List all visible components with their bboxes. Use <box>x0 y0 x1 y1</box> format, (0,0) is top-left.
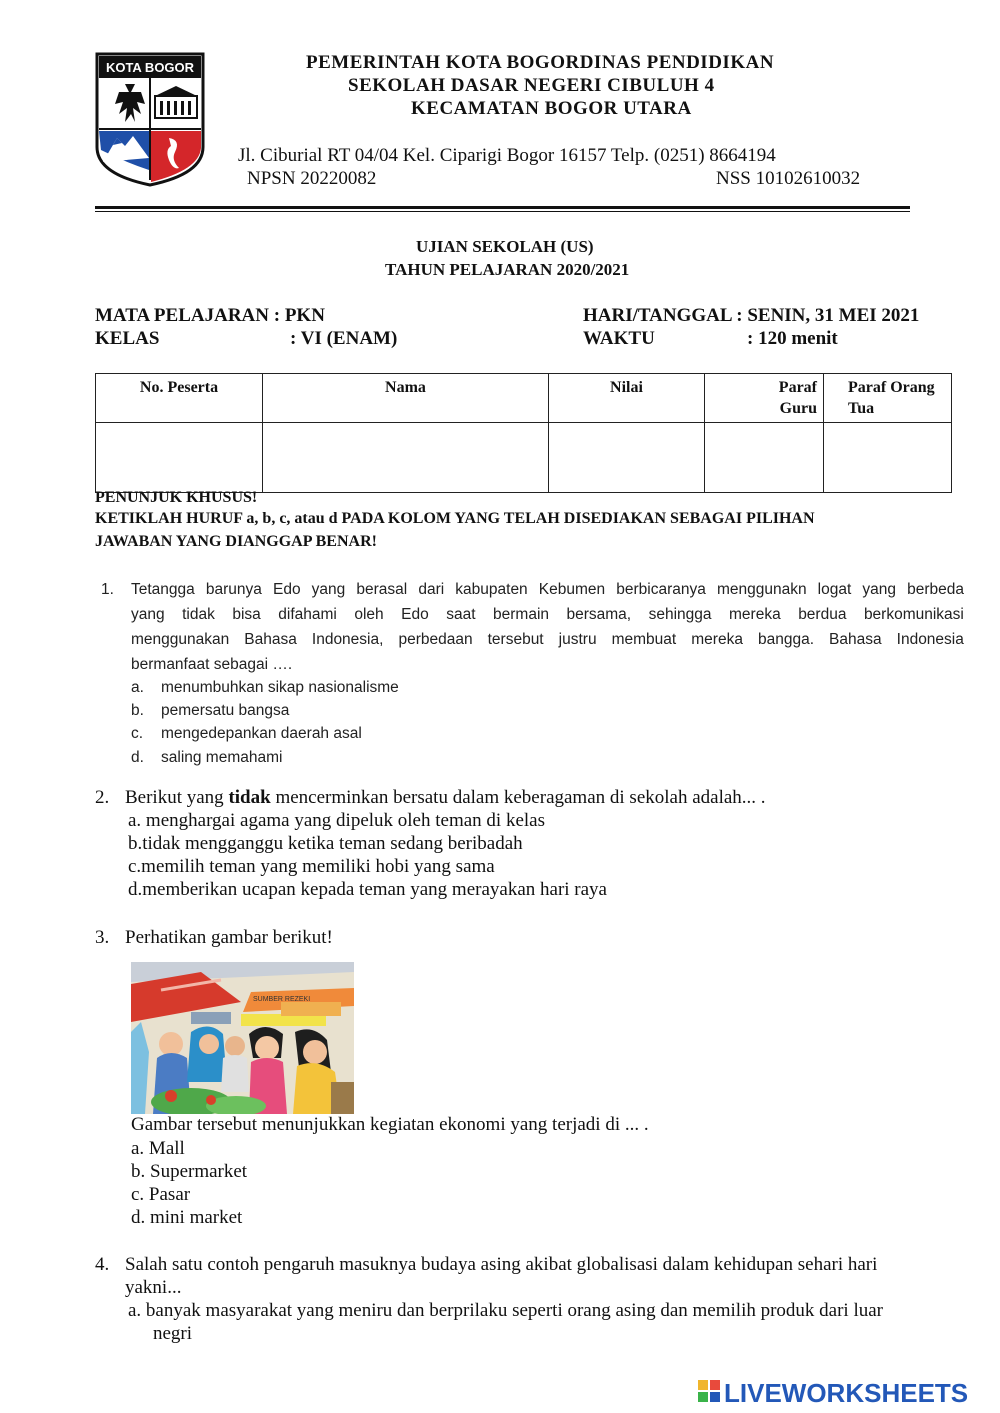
q3-option-b[interactable]: b. Supermarket <box>131 1161 248 1182</box>
exam-title: UJIAN SEKOLAH (US) <box>416 237 594 256</box>
q3-option-c[interactable]: c. Pasar <box>131 1184 191 1205</box>
liveworksheets-icon <box>698 1380 720 1402</box>
q4-number: 4. <box>95 1254 110 1275</box>
nss: NSS 10102610032 <box>716 168 861 189</box>
market-illustration <box>131 962 354 1114</box>
subject: MATA PELAJARAN : PKN <box>95 305 325 326</box>
q3-question: Gambar tersebut menunjukkan kegiatan ekonomi yang terjadi di ... . <box>131 1114 649 1135</box>
q1-option-b-letter: b. <box>131 702 144 719</box>
q1-option-a[interactable]: menumbuhkan sikap nasionalisme <box>161 679 399 696</box>
instruction-heading: PENUNJUK KHUSUS! <box>95 489 258 506</box>
col-paraf-ot-line2: Tua <box>848 400 875 417</box>
q1-option-a-letter: a. <box>131 679 144 696</box>
q1-option-c-letter: c. <box>131 725 144 742</box>
cell-no-peserta[interactable] <box>96 423 263 493</box>
q1-option-d[interactable]: saling memahami <box>161 749 283 766</box>
col-paraf-guru <box>705 374 824 423</box>
q1-text <box>131 577 964 677</box>
cell-paraf-guru[interactable] <box>705 423 824 493</box>
participant-table <box>95 373 952 493</box>
liveworksheets-logo <box>696 1376 996 1408</box>
header-divider <box>95 206 910 209</box>
q4-line2: yakni... <box>125 1277 182 1298</box>
school-address: Jl. Ciburial RT 04/04 Kel. Ciparigi Bogor 16157 Telp. (0251) 8664194 <box>238 145 776 166</box>
q4-option-a-cont: negri <box>153 1323 193 1344</box>
time-label: WAKTU <box>583 328 655 349</box>
class-value: : VI (ENAM) <box>290 328 398 349</box>
q2-option-c[interactable]: c.memilih teman yang memiliki hobi yang sama <box>128 856 495 877</box>
class-label: KELAS <box>95 328 160 349</box>
q4-line1: Salah satu contoh pengaruh masuknya budaya asing akibat globalisasi dalam kehidupan sehari hari <box>125 1254 878 1275</box>
col-paraf-orang-tua <box>824 374 952 423</box>
q1-line3: menggunakan Bahasa Indonesia, perbedaan tersebut justru membuat mereka bangga. Bahasa Indonesia <box>131 631 964 648</box>
academic-year: TAHUN PELAJARAN 2020/2021 <box>385 260 630 279</box>
market-sign: SUMBER REZEKI <box>253 996 311 1003</box>
npsn: NPSN 20220082 <box>247 168 377 189</box>
q2-question <box>125 787 766 809</box>
q1-line1: Tetangga barunya Edo yang berasal dari kabupaten Kebumen berbicaranya menggunakn logat yang berbeda <box>131 581 964 598</box>
col-nilai: Nilai <box>549 374 705 423</box>
q2-pre: Berikut yang <box>125 787 229 808</box>
instruction-line2: JAWABAN YANG DIANGGAP BENAR! <box>95 533 377 550</box>
col-paraf-guru-line1: Paraf <box>778 379 817 396</box>
q1-number: 1. <box>101 581 114 598</box>
logo-text: KOTA BOGOR <box>105 60 195 75</box>
col-no-peserta: No. Peserta <box>96 374 263 423</box>
cell-paraf-orang-tua[interactable] <box>824 423 952 493</box>
q1-option-b[interactable]: pemersatu bangsa <box>161 702 290 719</box>
header-line1: PEMERINTAH KOTA BOGORDINAS PENDIDIKAN <box>306 52 775 73</box>
q2-number: 2. <box>95 787 110 808</box>
q3-option-a[interactable]: a. Mall <box>131 1138 185 1159</box>
time-value: : 120 menit <box>747 328 838 349</box>
cell-nilai[interactable] <box>549 423 705 493</box>
q2-emphasis: tidak <box>228 787 271 808</box>
q1-line2: yang tidak bisa difahami oleh Edo saat bermain bersama, sehingga mereka berdua berkomunikasi <box>131 606 964 623</box>
col-nama: Nama <box>263 374 549 423</box>
q1-line4: bermanfaat sebagai …. <box>131 656 293 673</box>
header-line2: SEKOLAH DASAR NEGERI CIBULUH 4 <box>348 75 715 96</box>
q2-post: mencerminkan bersatu dalam keberagaman di sekolah adalah... . <box>270 787 766 808</box>
q2-option-b[interactable]: b.tidak mengganggu ketika teman sedang beribadah <box>128 833 523 854</box>
q1-option-c[interactable]: mengedepankan daerah asal <box>161 725 362 742</box>
col-paraf-ot-line1: Paraf Orang <box>848 379 935 396</box>
cell-nama[interactable] <box>263 423 549 493</box>
exam-date: HARI/TANGGAL : SENIN, 31 MEI 2021 <box>583 305 920 326</box>
liveworksheets-text: LIVEWORKSHEETS <box>724 1378 969 1408</box>
q3-prompt: Perhatikan gambar berikut! <box>125 927 333 948</box>
q1-option-d-letter: d. <box>131 749 144 766</box>
kota-bogor-emblem <box>95 52 205 187</box>
q4-option-a[interactable]: a. banyak masyarakat yang meniru dan berprilaku seperti orang asing dan memilih produk dari luar <box>128 1300 883 1321</box>
q2-option-d[interactable]: d.memberikan ucapan kepada teman yang merayakan hari raya <box>128 879 607 900</box>
q2-option-a[interactable]: a. menghargai agama yang dipeluk oleh teman di kelas <box>128 810 545 831</box>
col-paraf-guru-line2: Guru <box>779 400 817 417</box>
q3-number: 3. <box>95 927 110 948</box>
instruction-line1: KETIKLAH HURUF a, b, c, atau d PADA KOLOM YANG TELAH DISEDIAKAN SEBAGAI PILIHAN <box>95 510 815 527</box>
header-line3: KECAMATAN BOGOR UTARA <box>411 98 692 119</box>
header-divider-thin <box>95 211 910 212</box>
q3-option-d[interactable]: d. mini market <box>131 1207 243 1228</box>
